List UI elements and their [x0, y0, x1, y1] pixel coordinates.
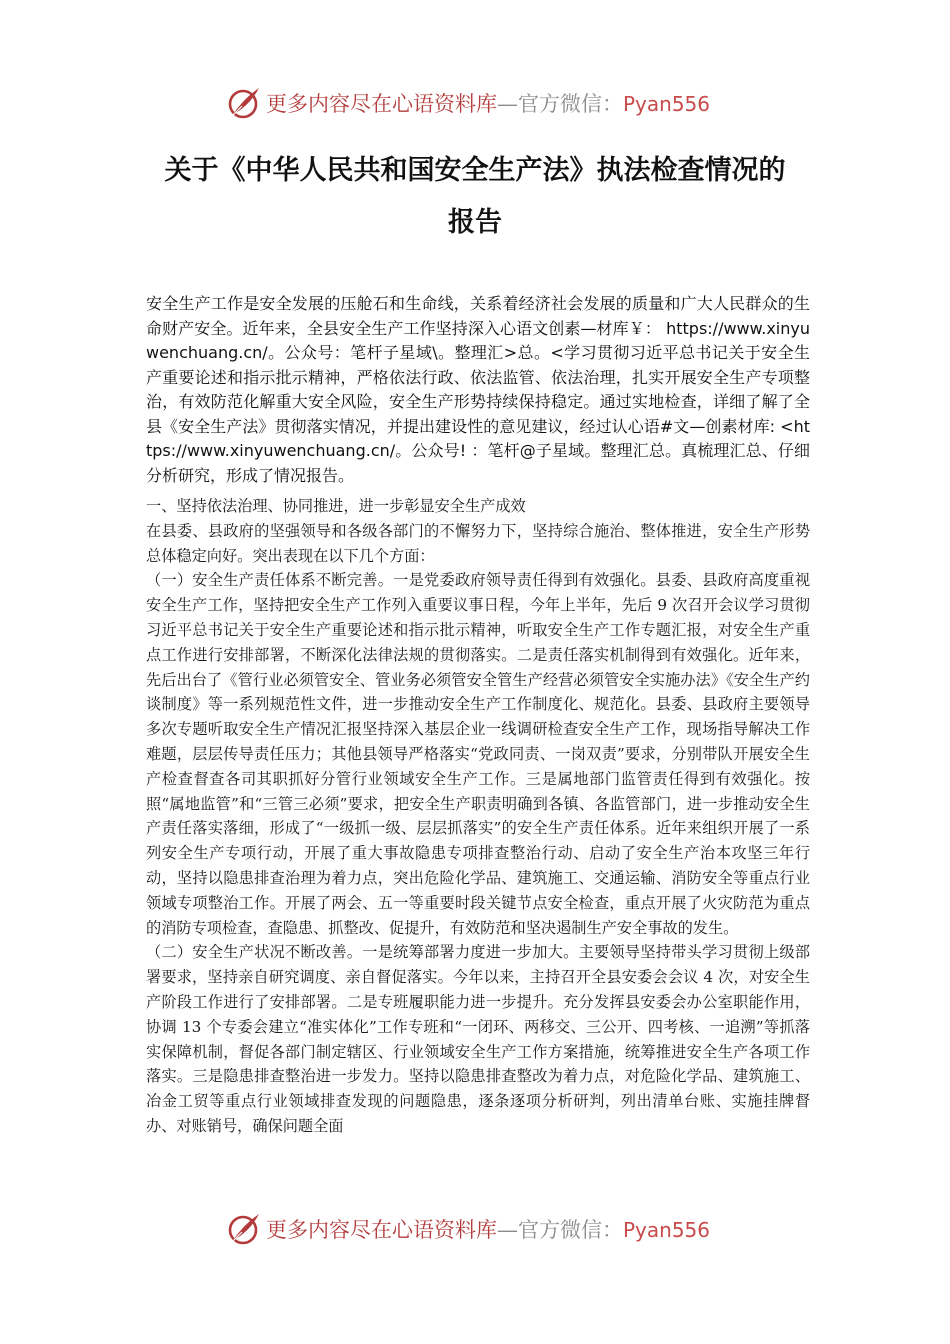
banner-wechat-id: Pyan556 — [623, 92, 711, 116]
banner-separator: — — [497, 1218, 518, 1242]
body-paragraph-2: （一）安全生产责任体系不断完善。一是党委政府领导责任得到有效强化。县委、县政府高度重视安全生产工作，坚持把安全生产工作列入重要议事日程，今年上半年，先后 9 次召开会议学习贯彻习近平总书记关于安全生产重要论述和指示批示精神，听取安全生产工作专题汇报，对安全生产重点工作进行安排部署，不断深化法律法规的贯彻落实。二是责任落实机制得到有效强化。近年来，先后出台了《管行业必须管安全、管业务必须管安全管生产经营必须管安全实施办法》《安全生产约谈制度》等一系列规范性文件，进一步推动安全生产工作制度化、规范化。县委、县政府主要领导多次专题听取安全生产情况汇报坚持深入基层企业一线调研检查安全生产工作，现场指导解决工作难题，层层传导责任压力；其他县领导严格落实“党政同责、一岗双责”要求，分别带队开展安全生产检查督查各司其职抓好分管行业领域安全生产工作。三是属地部门监管责任得到有效强化。按照“属地监管”和“三管三必须”要求，把安全生产职责明确到各镇、各监管部门，进一步推动安全生产责任落实落细，形成了“一级抓一级、层层抓落实”的安全生产责任体系。近年来组织开展了一系列安全生产专项行动，开展了重大事故隐患专项排查整治行动、启动了安全生产治本攻坚三年行动，坚持以隐患排查治理为着力点，突出危险化学品、建筑施工、交通运输、消防安全等重点行业领域专项整治工作。开展了两会、五一等重要时段关键节点安全检查，重点开展了火灾防范为重点的消防专项检查，查隐患、抓整改、促提升，有效防范和坚决遏制生产安全事故的发生。 — [146, 571, 810, 937]
banner-slogan: 更多内容尽在心语资料库 — [266, 92, 497, 116]
banner-wechat-label: 官方微信： — [518, 1218, 623, 1242]
body-paragraph-3: （二）安全生产状况不断改善。一是统筹部署力度进一步加大。主要领导坚持带头学习贯彻上级部署要求，坚持亲自研究调度、亲自督促落实。今年以来，主持召开全县安委会会议 4 次，对安全生产阶段工作进行了安排部署。二是专班履职能力进一步提升。充分发挥县安委会办公室职能作用，协调 13 个专委会建立“准实体化”工作专班和“一闭环、两移交、三公开、四考核、一追溯”等抓落实保障机制，督促各部门制定辖区、行业领域安全生产工作方案措施，统筹推进安全生产各项工作落实。三是隐患排查整治进一步发力。坚持以隐患排查整改为着力点，对危险化学品、建筑施工、冶金工贸等重点行业领域排查发现的问题隐患，逐条逐项分析研判，列出清单台账、实施挂牌督办、对账销号，确保问题全面 — [146, 943, 810, 1135]
banner-wechat-label: 官方微信： — [518, 92, 623, 116]
banner-separator: — — [497, 92, 518, 116]
document-title-line-2: 报告 — [448, 207, 502, 238]
body-paragraph-1: 在县委、县政府的坚强领导和各级各部门的不懈努力下，坚持综合施治、整体推进，安全生产形势总体稳定向好。突出表现在以下几个方面： — [146, 521, 810, 565]
banner-wechat-id: Pyan556 — [623, 1218, 711, 1242]
section-heading-1: 一、坚持依法治理、协同推进，进一步彰显安全生产成效 — [146, 497, 526, 515]
banner-slogan: 更多内容尽在心语资料库 — [266, 1218, 497, 1242]
footer-banner[interactable] — [0, 1209, 950, 1249]
document-title-line-1: 关于《中华人民共和国安全生产法》执法检查情况的 — [164, 155, 786, 186]
header-banner[interactable] — [0, 83, 950, 123]
quill-logo-icon — [226, 1211, 262, 1247]
banner-text — [266, 1215, 710, 1245]
document-body — [146, 494, 810, 1139]
quill-logo-icon — [226, 85, 262, 121]
banner-text — [266, 89, 710, 119]
intro-paragraph: 安全生产工作是安全发展的压舱石和生命线，关系着经济社会发展的质量和广大人民群众的生命财产安全。近年来，全县安全生产工作坚持深入心语文创素—材库￥： https://www.xinyuwenchuang.cn/。公众号：笔杆子星域\。整理汇>总。<学习贯彻习近平总书记关于安全生产重要论述和指示批示精神，严格依法行政、依法监管、依法治理，扎实开展安全生产专项整治，有效防范化解重大安全风险，安全生产形势持续保持稳定。通过实地检查，详细了解了全县《安全生产法》贯彻落实情况，并提出建设性的意见建议，经过认心语#文—创素材库: <https://www.xinyuwenchuang.cn/。公众号! ：笔杆@子星域。整理汇总。真梳理汇总、仔细分析研究，形成了情况报告。 — [146, 294, 810, 485]
